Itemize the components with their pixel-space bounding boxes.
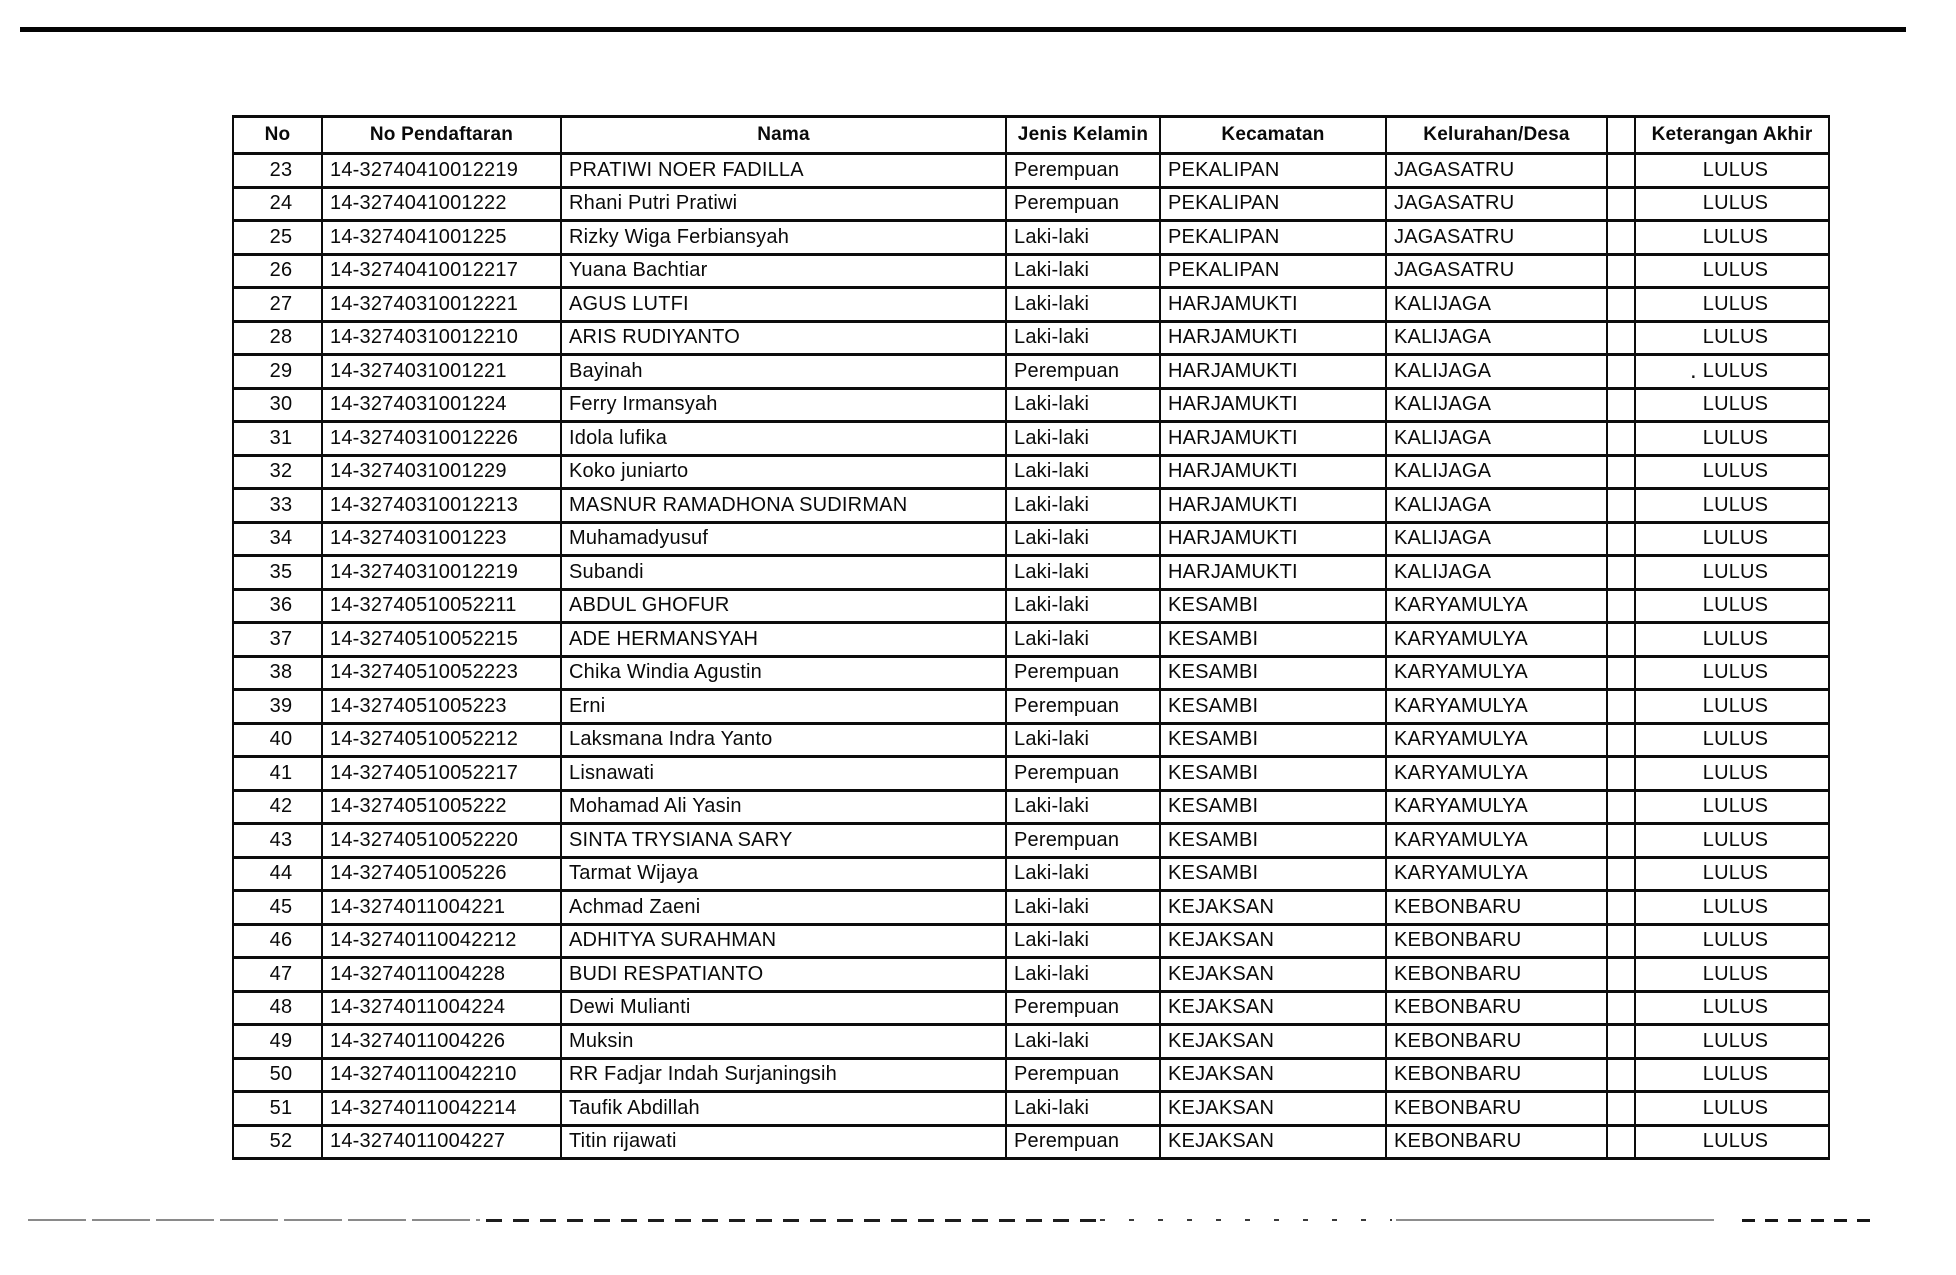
cell-keterangan-akhir: LULUS — [1635, 924, 1829, 958]
cell-kecamatan: PEKALIPAN — [1160, 187, 1386, 221]
cell-no: 43 — [233, 824, 322, 858]
cell-no-pendaftaran: 14-3274031001221 — [322, 355, 561, 389]
cell-no-pendaftaran: 14-32740310012210 — [322, 321, 561, 355]
cell-jenis-kelamin: Perempuan — [1006, 154, 1160, 188]
column-header-nama: Nama — [561, 117, 1006, 154]
cell-kecamatan: KEJAKSAN — [1160, 1125, 1386, 1159]
table-row — [233, 422, 1829, 456]
cell-no: 50 — [233, 1058, 322, 1092]
cell-kecamatan: KESAMBI — [1160, 790, 1386, 824]
cell-no-pendaftaran: 14-3274031001229 — [322, 455, 561, 489]
table-gap-column — [1607, 455, 1635, 489]
table-row — [233, 1125, 1829, 1159]
cell-keterangan-akhir: LULUS — [1635, 1058, 1829, 1092]
cell-kelurahan-desa: KARYAMULYA — [1386, 790, 1607, 824]
cell-nama: Idola lufika — [561, 422, 1006, 456]
cell-jenis-kelamin: Laki-laki — [1006, 288, 1160, 322]
cell-no: 41 — [233, 757, 322, 791]
cell-jenis-kelamin: Perempuan — [1006, 355, 1160, 389]
cell-jenis-kelamin: Laki-laki — [1006, 1092, 1160, 1126]
cell-nama: Lisnawati — [561, 757, 1006, 791]
table-row — [233, 254, 1829, 288]
cell-no-pendaftaran: 14-32740510052211 — [322, 589, 561, 623]
cell-keterangan-akhir: LULUS — [1635, 1125, 1829, 1159]
cell-no: 49 — [233, 1025, 322, 1059]
cell-kelurahan-desa: KARYAMULYA — [1386, 824, 1607, 858]
table-row — [233, 824, 1829, 858]
cell-kecamatan: HARJAMUKTI — [1160, 321, 1386, 355]
table-gap-column — [1607, 958, 1635, 992]
cell-keterangan-akhir: LULUS — [1635, 891, 1829, 925]
cell-kecamatan: KEJAKSAN — [1160, 924, 1386, 958]
cell-no-pendaftaran: 14-3274011004226 — [322, 1025, 561, 1059]
cell-jenis-kelamin: Laki-laki — [1006, 891, 1160, 925]
cell-nama: AGUS LUTFI — [561, 288, 1006, 322]
cell-jenis-kelamin: Laki-laki — [1006, 623, 1160, 657]
cell-nama: Bayinah — [561, 355, 1006, 389]
cell-jenis-kelamin: Laki-laki — [1006, 321, 1160, 355]
cell-keterangan-akhir: LULUS — [1635, 1025, 1829, 1059]
cell-nama: ADE HERMANSYAH — [561, 623, 1006, 657]
table-row — [233, 958, 1829, 992]
bottom-scan-line-segment — [1742, 1219, 1874, 1222]
cell-kecamatan: KEJAKSAN — [1160, 958, 1386, 992]
cell-kecamatan: PEKALIPAN — [1160, 221, 1386, 255]
table-gap-column — [1607, 1125, 1635, 1159]
cell-jenis-kelamin: Perempuan — [1006, 1058, 1160, 1092]
cell-kecamatan: HARJAMUKTI — [1160, 522, 1386, 556]
cell-kelurahan-desa: KARYAMULYA — [1386, 757, 1607, 791]
cell-keterangan-akhir: LULUS — [1635, 422, 1829, 456]
table-header-row — [233, 117, 1829, 154]
cell-jenis-kelamin: Laki-laki — [1006, 857, 1160, 891]
cell-jenis-kelamin: Laki-laki — [1006, 790, 1160, 824]
cell-no: 27 — [233, 288, 322, 322]
cell-jenis-kelamin: Laki-laki — [1006, 924, 1160, 958]
cell-jenis-kelamin: Laki-laki — [1006, 254, 1160, 288]
cell-jenis-kelamin: Laki-laki — [1006, 422, 1160, 456]
table-gap-column — [1607, 254, 1635, 288]
table-row — [233, 589, 1829, 623]
table-gap-column — [1607, 221, 1635, 255]
cell-kecamatan: KEJAKSAN — [1160, 1058, 1386, 1092]
cell-no-pendaftaran: 14-3274051005223 — [322, 690, 561, 724]
cell-no-pendaftaran: 14-3274011004224 — [322, 991, 561, 1025]
cell-no: 40 — [233, 723, 322, 757]
cell-no-pendaftaran: 14-32740310012221 — [322, 288, 561, 322]
cell-kecamatan: KEJAKSAN — [1160, 1092, 1386, 1126]
cell-nama: Taufik Abdillah — [561, 1092, 1006, 1126]
cell-no-pendaftaran: 14-3274011004228 — [322, 958, 561, 992]
table-row — [233, 623, 1829, 657]
cell-kelurahan-desa: KARYAMULYA — [1386, 623, 1607, 657]
cell-nama: Muksin — [561, 1025, 1006, 1059]
cell-kelurahan-desa: KEBONBARU — [1386, 891, 1607, 925]
table-row — [233, 522, 1829, 556]
column-header-no-pendaftaran: No Pendaftaran — [322, 117, 561, 154]
table-gap-column — [1607, 757, 1635, 791]
cell-keterangan-akhir: LULUS — [1635, 857, 1829, 891]
cell-jenis-kelamin: Laki-laki — [1006, 589, 1160, 623]
cell-no: 31 — [233, 422, 322, 456]
cell-jenis-kelamin: Perempuan — [1006, 824, 1160, 858]
cell-no: 32 — [233, 455, 322, 489]
cell-keterangan-akhir: LULUS — [1635, 556, 1829, 590]
cell-nama: Rhani Putri Pratiwi — [561, 187, 1006, 221]
cell-no: 34 — [233, 522, 322, 556]
cell-kelurahan-desa: KEBONBARU — [1386, 1025, 1607, 1059]
cell-kelurahan-desa: JAGASATRU — [1386, 221, 1607, 255]
cell-kelurahan-desa: KALIJAGA — [1386, 522, 1607, 556]
cell-kelurahan-desa: KARYAMULYA — [1386, 723, 1607, 757]
cell-kelurahan-desa: KEBONBARU — [1386, 924, 1607, 958]
cell-keterangan-akhir: LULUS — [1635, 757, 1829, 791]
cell-kecamatan: HARJAMUKTI — [1160, 288, 1386, 322]
table-row — [233, 924, 1829, 958]
cell-no-pendaftaran: 14-32740110042210 — [322, 1058, 561, 1092]
table-gap-column — [1607, 522, 1635, 556]
cell-kecamatan: KESAMBI — [1160, 824, 1386, 858]
cell-kelurahan-desa: KARYAMULYA — [1386, 656, 1607, 690]
cell-kelurahan-desa: JAGASATRU — [1386, 154, 1607, 188]
table-row — [233, 288, 1829, 322]
cell-kecamatan: KESAMBI — [1160, 757, 1386, 791]
cell-nama: Muhamadyusuf — [561, 522, 1006, 556]
cell-nama: Titin rijawati — [561, 1125, 1006, 1159]
cell-no: 48 — [233, 991, 322, 1025]
cell-keterangan-akhir: LULUS — [1635, 321, 1829, 355]
cell-no-pendaftaran: 14-3274051005222 — [322, 790, 561, 824]
cell-keterangan-akhir: LULUS — [1635, 690, 1829, 724]
cell-no-pendaftaran: 14-32740410012217 — [322, 254, 561, 288]
cell-jenis-kelamin: Laki-laki — [1006, 556, 1160, 590]
cell-keterangan-akhir: LULUS — [1635, 522, 1829, 556]
table-gap-column — [1607, 556, 1635, 590]
cell-kelurahan-desa: KEBONBARU — [1386, 1125, 1607, 1159]
table-row — [233, 355, 1829, 389]
table-gap-column — [1607, 321, 1635, 355]
cell-nama: BUDI RESPATIANTO — [561, 958, 1006, 992]
table-gap-column — [1607, 388, 1635, 422]
cell-keterangan-akhir: LULUS — [1635, 723, 1829, 757]
bottom-scan-line-segment — [28, 1219, 480, 1221]
cell-no-pendaftaran: 14-3274031001223 — [322, 522, 561, 556]
cell-no-pendaftaran: 14-3274031001224 — [322, 388, 561, 422]
table-row — [233, 991, 1829, 1025]
cell-no: 29 — [233, 355, 322, 389]
cell-jenis-kelamin: Laki-laki — [1006, 388, 1160, 422]
cell-jenis-kelamin: Laki-laki — [1006, 221, 1160, 255]
table-gap-column — [1607, 154, 1635, 188]
cell-no: 36 — [233, 589, 322, 623]
cell-kecamatan: KESAMBI — [1160, 623, 1386, 657]
cell-no-pendaftaran: 14-32740110042212 — [322, 924, 561, 958]
bottom-scan-line-segment — [486, 1219, 1096, 1222]
cell-nama: Erni — [561, 690, 1006, 724]
cell-keterangan-akhir: LULUS — [1635, 991, 1829, 1025]
cell-no: 30 — [233, 388, 322, 422]
cell-no: 37 — [233, 623, 322, 657]
cell-kelurahan-desa: KEBONBARU — [1386, 991, 1607, 1025]
column-header-kelurahan-desa: Kelurahan/Desa — [1386, 117, 1607, 154]
table-gap-column — [1607, 589, 1635, 623]
cell-jenis-kelamin: Laki-laki — [1006, 489, 1160, 523]
cell-kecamatan: PEKALIPAN — [1160, 154, 1386, 188]
cell-keterangan-akhir: LULUS — [1635, 623, 1829, 657]
cell-keterangan-akhir: LULUS . — [1635, 355, 1829, 389]
table-row — [233, 857, 1829, 891]
cell-jenis-kelamin: Perempuan — [1006, 690, 1160, 724]
cell-kecamatan: KESAMBI — [1160, 589, 1386, 623]
cell-no: 26 — [233, 254, 322, 288]
cell-keterangan-akhir: LULUS — [1635, 1092, 1829, 1126]
results-table-container — [232, 115, 1830, 1160]
bottom-scan-line-segment — [1396, 1219, 1714, 1221]
cell-jenis-kelamin: Perempuan — [1006, 757, 1160, 791]
cell-kecamatan: HARJAMUKTI — [1160, 489, 1386, 523]
cell-no-pendaftaran: 14-32740510052217 — [322, 757, 561, 791]
column-header-kecamatan: Kecamatan — [1160, 117, 1386, 154]
cell-no: 47 — [233, 958, 322, 992]
cell-keterangan-akhir: LULUS — [1635, 790, 1829, 824]
cell-kelurahan-desa: JAGASATRU — [1386, 187, 1607, 221]
cell-nama: ADHITYA SURAHMAN — [561, 924, 1006, 958]
cell-nama: Koko juniarto — [561, 455, 1006, 489]
cell-no: 51 — [233, 1092, 322, 1126]
table-gap-column — [1607, 117, 1635, 154]
cell-no-pendaftaran: 14-32740510052220 — [322, 824, 561, 858]
table-gap-column — [1607, 422, 1635, 456]
cell-nama: Achmad Zaeni — [561, 891, 1006, 925]
cell-no: 25 — [233, 221, 322, 255]
cell-kelurahan-desa: JAGASATRU — [1386, 254, 1607, 288]
cell-kecamatan: KESAMBI — [1160, 857, 1386, 891]
table-gap-column — [1607, 723, 1635, 757]
table-gap-column — [1607, 991, 1635, 1025]
table-gap-column — [1607, 1025, 1635, 1059]
cell-nama: Mohamad Ali Yasin — [561, 790, 1006, 824]
table-gap-column — [1607, 1092, 1635, 1126]
table-row — [233, 455, 1829, 489]
cell-kecamatan: HARJAMUKTI — [1160, 388, 1386, 422]
cell-nama: Tarmat Wijaya — [561, 857, 1006, 891]
cell-no: 45 — [233, 891, 322, 925]
cell-kelurahan-desa: KALIJAGA — [1386, 388, 1607, 422]
cell-keterangan-akhir: LULUS — [1635, 388, 1829, 422]
cell-no: 33 — [233, 489, 322, 523]
table-gap-column — [1607, 891, 1635, 925]
cell-kecamatan: KESAMBI — [1160, 723, 1386, 757]
cell-kelurahan-desa: KEBONBARU — [1386, 1058, 1607, 1092]
cell-no-pendaftaran: 14-3274011004227 — [322, 1125, 561, 1159]
cell-nama: Ferry Irmansyah — [561, 388, 1006, 422]
table-gap-column — [1607, 288, 1635, 322]
cell-no: 23 — [233, 154, 322, 188]
table-row — [233, 489, 1829, 523]
cell-nama: Dewi Mulianti — [561, 991, 1006, 1025]
cell-keterangan-akhir: LULUS — [1635, 455, 1829, 489]
cell-no-pendaftaran: 14-3274041001225 — [322, 221, 561, 255]
cell-keterangan-akhir: LULUS — [1635, 254, 1829, 288]
table-gap-column — [1607, 489, 1635, 523]
table-row — [233, 656, 1829, 690]
table-row — [233, 556, 1829, 590]
cell-no-pendaftaran: 14-3274011004221 — [322, 891, 561, 925]
table-gap-column — [1607, 1058, 1635, 1092]
table-row — [233, 757, 1829, 791]
cell-no-pendaftaran: 14-32740310012219 — [322, 556, 561, 590]
cell-nama: MASNUR RAMADHONA SUDIRMAN — [561, 489, 1006, 523]
table-gap-column — [1607, 690, 1635, 724]
cell-nama: Subandi — [561, 556, 1006, 590]
cell-no-pendaftaran: 14-32740510052215 — [322, 623, 561, 657]
cell-kecamatan: KEJAKSAN — [1160, 991, 1386, 1025]
table-row — [233, 891, 1829, 925]
table-row — [233, 187, 1829, 221]
cell-no-pendaftaran: 14-32740410012219 — [322, 154, 561, 188]
cell-no: 46 — [233, 924, 322, 958]
cell-kelurahan-desa: KARYAMULYA — [1386, 857, 1607, 891]
cell-no-pendaftaran: 14-32740310012226 — [322, 422, 561, 456]
table-gap-column — [1607, 790, 1635, 824]
table-row — [233, 388, 1829, 422]
cell-kelurahan-desa: KALIJAGA — [1386, 422, 1607, 456]
cell-nama: RR Fadjar Indah Surjaningsih — [561, 1058, 1006, 1092]
cell-nama: Yuana Bachtiar — [561, 254, 1006, 288]
cell-nama: SINTA TRYSIANA SARY — [561, 824, 1006, 858]
table-gap-column — [1607, 857, 1635, 891]
cell-jenis-kelamin: Laki-laki — [1006, 958, 1160, 992]
cell-keterangan-akhir: LULUS — [1635, 824, 1829, 858]
cell-kelurahan-desa: KARYAMULYA — [1386, 690, 1607, 724]
cell-no: 39 — [233, 690, 322, 724]
table-row — [233, 1092, 1829, 1126]
table-row — [233, 790, 1829, 824]
cell-keterangan-akhir: LULUS — [1635, 187, 1829, 221]
cell-jenis-kelamin: Perempuan — [1006, 187, 1160, 221]
cell-no: 35 — [233, 556, 322, 590]
cell-no: 28 — [233, 321, 322, 355]
cell-kecamatan: HARJAMUKTI — [1160, 422, 1386, 456]
cell-keterangan-akhir: LULUS — [1635, 958, 1829, 992]
cell-kecamatan: KEJAKSAN — [1160, 1025, 1386, 1059]
cell-keterangan-akhir: LULUS — [1635, 589, 1829, 623]
cell-kecamatan: HARJAMUKTI — [1160, 355, 1386, 389]
cell-keterangan-akhir: LULUS — [1635, 221, 1829, 255]
cell-keterangan-akhir: LULUS — [1635, 288, 1829, 322]
cell-jenis-kelamin: Laki-laki — [1006, 1025, 1160, 1059]
top-horizontal-rule — [20, 27, 1906, 32]
cell-jenis-kelamin: Perempuan — [1006, 991, 1160, 1025]
table-gap-column — [1607, 924, 1635, 958]
cell-nama: ABDUL GHOFUR — [561, 589, 1006, 623]
cell-jenis-kelamin: Perempuan — [1006, 1125, 1160, 1159]
cell-no-pendaftaran: 14-32740510052212 — [322, 723, 561, 757]
cell-kelurahan-desa: KEBONBARU — [1386, 1092, 1607, 1126]
cell-keterangan-akhir: LULUS — [1635, 656, 1829, 690]
cell-kelurahan-desa: KALIJAGA — [1386, 455, 1607, 489]
cell-no: 44 — [233, 857, 322, 891]
bottom-scan-line-segment — [1100, 1219, 1392, 1221]
table-row — [233, 1058, 1829, 1092]
cell-jenis-kelamin: Laki-laki — [1006, 522, 1160, 556]
cell-no-pendaftaran: 14-32740310012213 — [322, 489, 561, 523]
table-row — [233, 690, 1829, 724]
cell-kecamatan: KESAMBI — [1160, 690, 1386, 724]
cell-no-pendaftaran: 14-3274041001222 — [322, 187, 561, 221]
cell-kelurahan-desa: KALIJAGA — [1386, 288, 1607, 322]
cell-jenis-kelamin: Laki-laki — [1006, 723, 1160, 757]
cell-kelurahan-desa: KALIJAGA — [1386, 355, 1607, 389]
cell-no-pendaftaran: 14-32740510052223 — [322, 656, 561, 690]
table-row — [233, 321, 1829, 355]
table-gap-column — [1607, 824, 1635, 858]
cell-kecamatan: PEKALIPAN — [1160, 254, 1386, 288]
cell-no: 52 — [233, 1125, 322, 1159]
column-header-jenis-kelamin: Jenis Kelamin — [1006, 117, 1160, 154]
cell-no: 42 — [233, 790, 322, 824]
table-gap-column — [1607, 355, 1635, 389]
cell-nama: ARIS RUDIYANTO — [561, 321, 1006, 355]
cell-nama: Laksmana Indra Yanto — [561, 723, 1006, 757]
cell-kecamatan: KEJAKSAN — [1160, 891, 1386, 925]
cell-jenis-kelamin: Perempuan — [1006, 656, 1160, 690]
cell-no: 24 — [233, 187, 322, 221]
cell-jenis-kelamin: Laki-laki — [1006, 455, 1160, 489]
cell-keterangan-akhir: LULUS — [1635, 154, 1829, 188]
cell-no: 38 — [233, 656, 322, 690]
cell-nama: Rizky Wiga Ferbiansyah — [561, 221, 1006, 255]
table-row — [233, 154, 1829, 188]
column-header-keterangan-akhir: Keterangan Akhir — [1635, 117, 1829, 154]
cell-kelurahan-desa: KALIJAGA — [1386, 321, 1607, 355]
cell-kelurahan-desa: KALIJAGA — [1386, 556, 1607, 590]
cell-no-pendaftaran: 14-32740110042214 — [322, 1092, 561, 1126]
cell-kelurahan-desa: KEBONBARU — [1386, 958, 1607, 992]
cell-nama: PRATIWI NOER FADILLA — [561, 154, 1006, 188]
table-gap-column — [1607, 656, 1635, 690]
cell-kelurahan-desa: KARYAMULYA — [1386, 589, 1607, 623]
cell-nama: Chika Windia Agustin — [561, 656, 1006, 690]
table-row — [233, 723, 1829, 757]
table-row — [233, 1025, 1829, 1059]
graduation-results-table — [232, 115, 1830, 1160]
column-header-no: No — [233, 117, 322, 154]
table-gap-column — [1607, 623, 1635, 657]
table-row — [233, 221, 1829, 255]
scan-artifact-dot: . — [1690, 357, 1697, 384]
table-gap-column — [1607, 187, 1635, 221]
cell-kecamatan: HARJAMUKTI — [1160, 455, 1386, 489]
cell-kelurahan-desa: KALIJAGA — [1386, 489, 1607, 523]
cell-kecamatan: HARJAMUKTI — [1160, 556, 1386, 590]
cell-no-pendaftaran: 14-3274051005226 — [322, 857, 561, 891]
cell-kecamatan: KESAMBI — [1160, 656, 1386, 690]
cell-keterangan-akhir: LULUS — [1635, 489, 1829, 523]
